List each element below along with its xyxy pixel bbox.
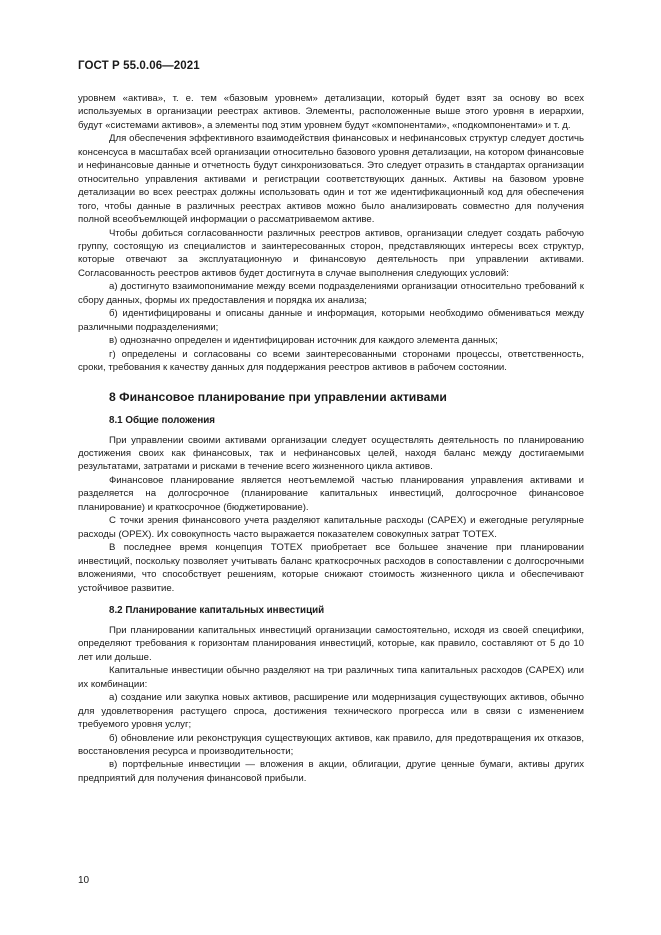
paragraph: Для обеспечения эффективного взаимодействия финансовых и нефинансовых структур следует достичь консенсуса в масштабах всей организации относительно базового уровня детализации, на котором финансовые и нефинансовые данные и отчетность будут синхронизоваться. Это следует отразить в стандартах организации относительно управления активами и регистрации соответствующих данных. Активы на базовом уровне детализации во всех реестрах должны использовать один и тот же идентификационный код для обеспечения того, чтобы данные в различных реестрах активов можно было анализировать совместно для получения полной всеобъемлющей информации о рассматриваемом активе. bbox=[78, 133, 584, 226]
paragraph: Капитальные инвестиции обычно разделяют на три различных типа капитальных расходов (CAPEX) или их комбинации: bbox=[78, 665, 584, 690]
paragraph: а) достигнуто взаимопонимание между всеми подразделениями организации относительно требований к сбору данных, формы их предоставления и порядка их анализа; bbox=[78, 281, 584, 306]
paragraph: в) однозначно определен и идентифицирован источник для каждого элемента данных; bbox=[109, 335, 498, 347]
paragraph: Финансовое планирование является неотъемлемой частью планирования управления активами и разделяется на долгосрочное (планирование капитальных инвестиций, долгосрочное финансовое планирование) и краткосрочное (бюджетирование). bbox=[78, 474, 584, 513]
paragraph: Чтобы добиться согласованности различных реестров активов, организации следует создать рабочую группу, состоящую из специалистов и заинтересованных сторон, представляющих интересы всех структур, которые отвечают за эксплуатационную и финансовую деятельность при управлении активами. Согласованность реестров активов будет достигнута в случае выполнения следующих условий: bbox=[78, 227, 584, 279]
section-heading: 8 Финансовое планирование при управлении активами bbox=[109, 389, 447, 404]
page-number: 10 bbox=[78, 875, 90, 886]
standard-header: ГОСТ Р 55.0.06—2021 bbox=[78, 60, 200, 72]
paragraph: г) определены и согласованы со всеми заинтересованными сторонами процессы, ответственность, сроки, требования к качеству данных для поддержания реестров активов в рабочем состоянии. bbox=[78, 348, 584, 374]
subsection-heading: 8.2 Планирование капитальных инвестиций bbox=[109, 604, 325, 616]
paragraph: При планировании капитальных инвестиций организации самостоятельно, исходя из своей специфики, определяют требования к горизонтам планирования инвестиций, которые, как правило, составляют от 5 до 10 лет или дольше. bbox=[78, 624, 584, 663]
paragraph: С точки зрения финансового учета разделяют капитальные расходы (CAPEX) и ежегодные регулярные расходы (OPEX). Их совокупность часто выражается показателем совокупных затрат TOTEX. bbox=[78, 515, 584, 540]
paragraph: При управлении своими активами организации следует осуществлять деятельность по планированию достижения своих как финансовых, так и нефинансовых целей, находя баланс между достигаемыми результатами, затратами и рисками в течение всего жизненного цикла активов. bbox=[78, 434, 584, 473]
paragraph: В последнее время концепция TOTEX приобретает все большее значение при планировании инвестиций, поскольку позволяет учитывать баланс краткосрочных расходов в сопоставлении с долгосрочными вложениями, что способствует решениям, которые снижают стоимость жизненного цикла и обеспечивают устойчивое развитие. bbox=[78, 542, 584, 594]
paragraph: а) создание или закупка новых активов, расширение или модернизация существующих активов, обычно для удовлетворения растущего спроса, достижения технического прогресса или в связи с изменением требуемого уровня услуг; bbox=[78, 692, 584, 731]
paragraph: б) обновление или реконструкция существующих активов, как правило, для предотвращения их отказов, восстановления ресурса и производительности; bbox=[78, 732, 584, 758]
subsection-heading: 8.1 Общие положения bbox=[109, 414, 216, 426]
document-body bbox=[78, 92, 584, 785]
paragraph: б) идентифицированы и описаны данные и информация, которыми необходимо обмениваться между различными подразделениями; bbox=[78, 308, 584, 333]
paragraph: уровнем «актива», т. е. тем «базовым уровнем» детализации, который будет взят за основу во всех используемых в организации реестрах активов. Элементы, расположенные выше этого уровня в иерархии, будут «системами активов», а элементы под этим уровнем будут «компонентами», «подкомпонентами» и т. д. bbox=[78, 93, 584, 131]
paragraph: в) портфельные инвестиции — вложения в акции, облигации, другие ценные бумаги, активы других предприятий для получения финансовой прибыли. bbox=[78, 759, 584, 784]
